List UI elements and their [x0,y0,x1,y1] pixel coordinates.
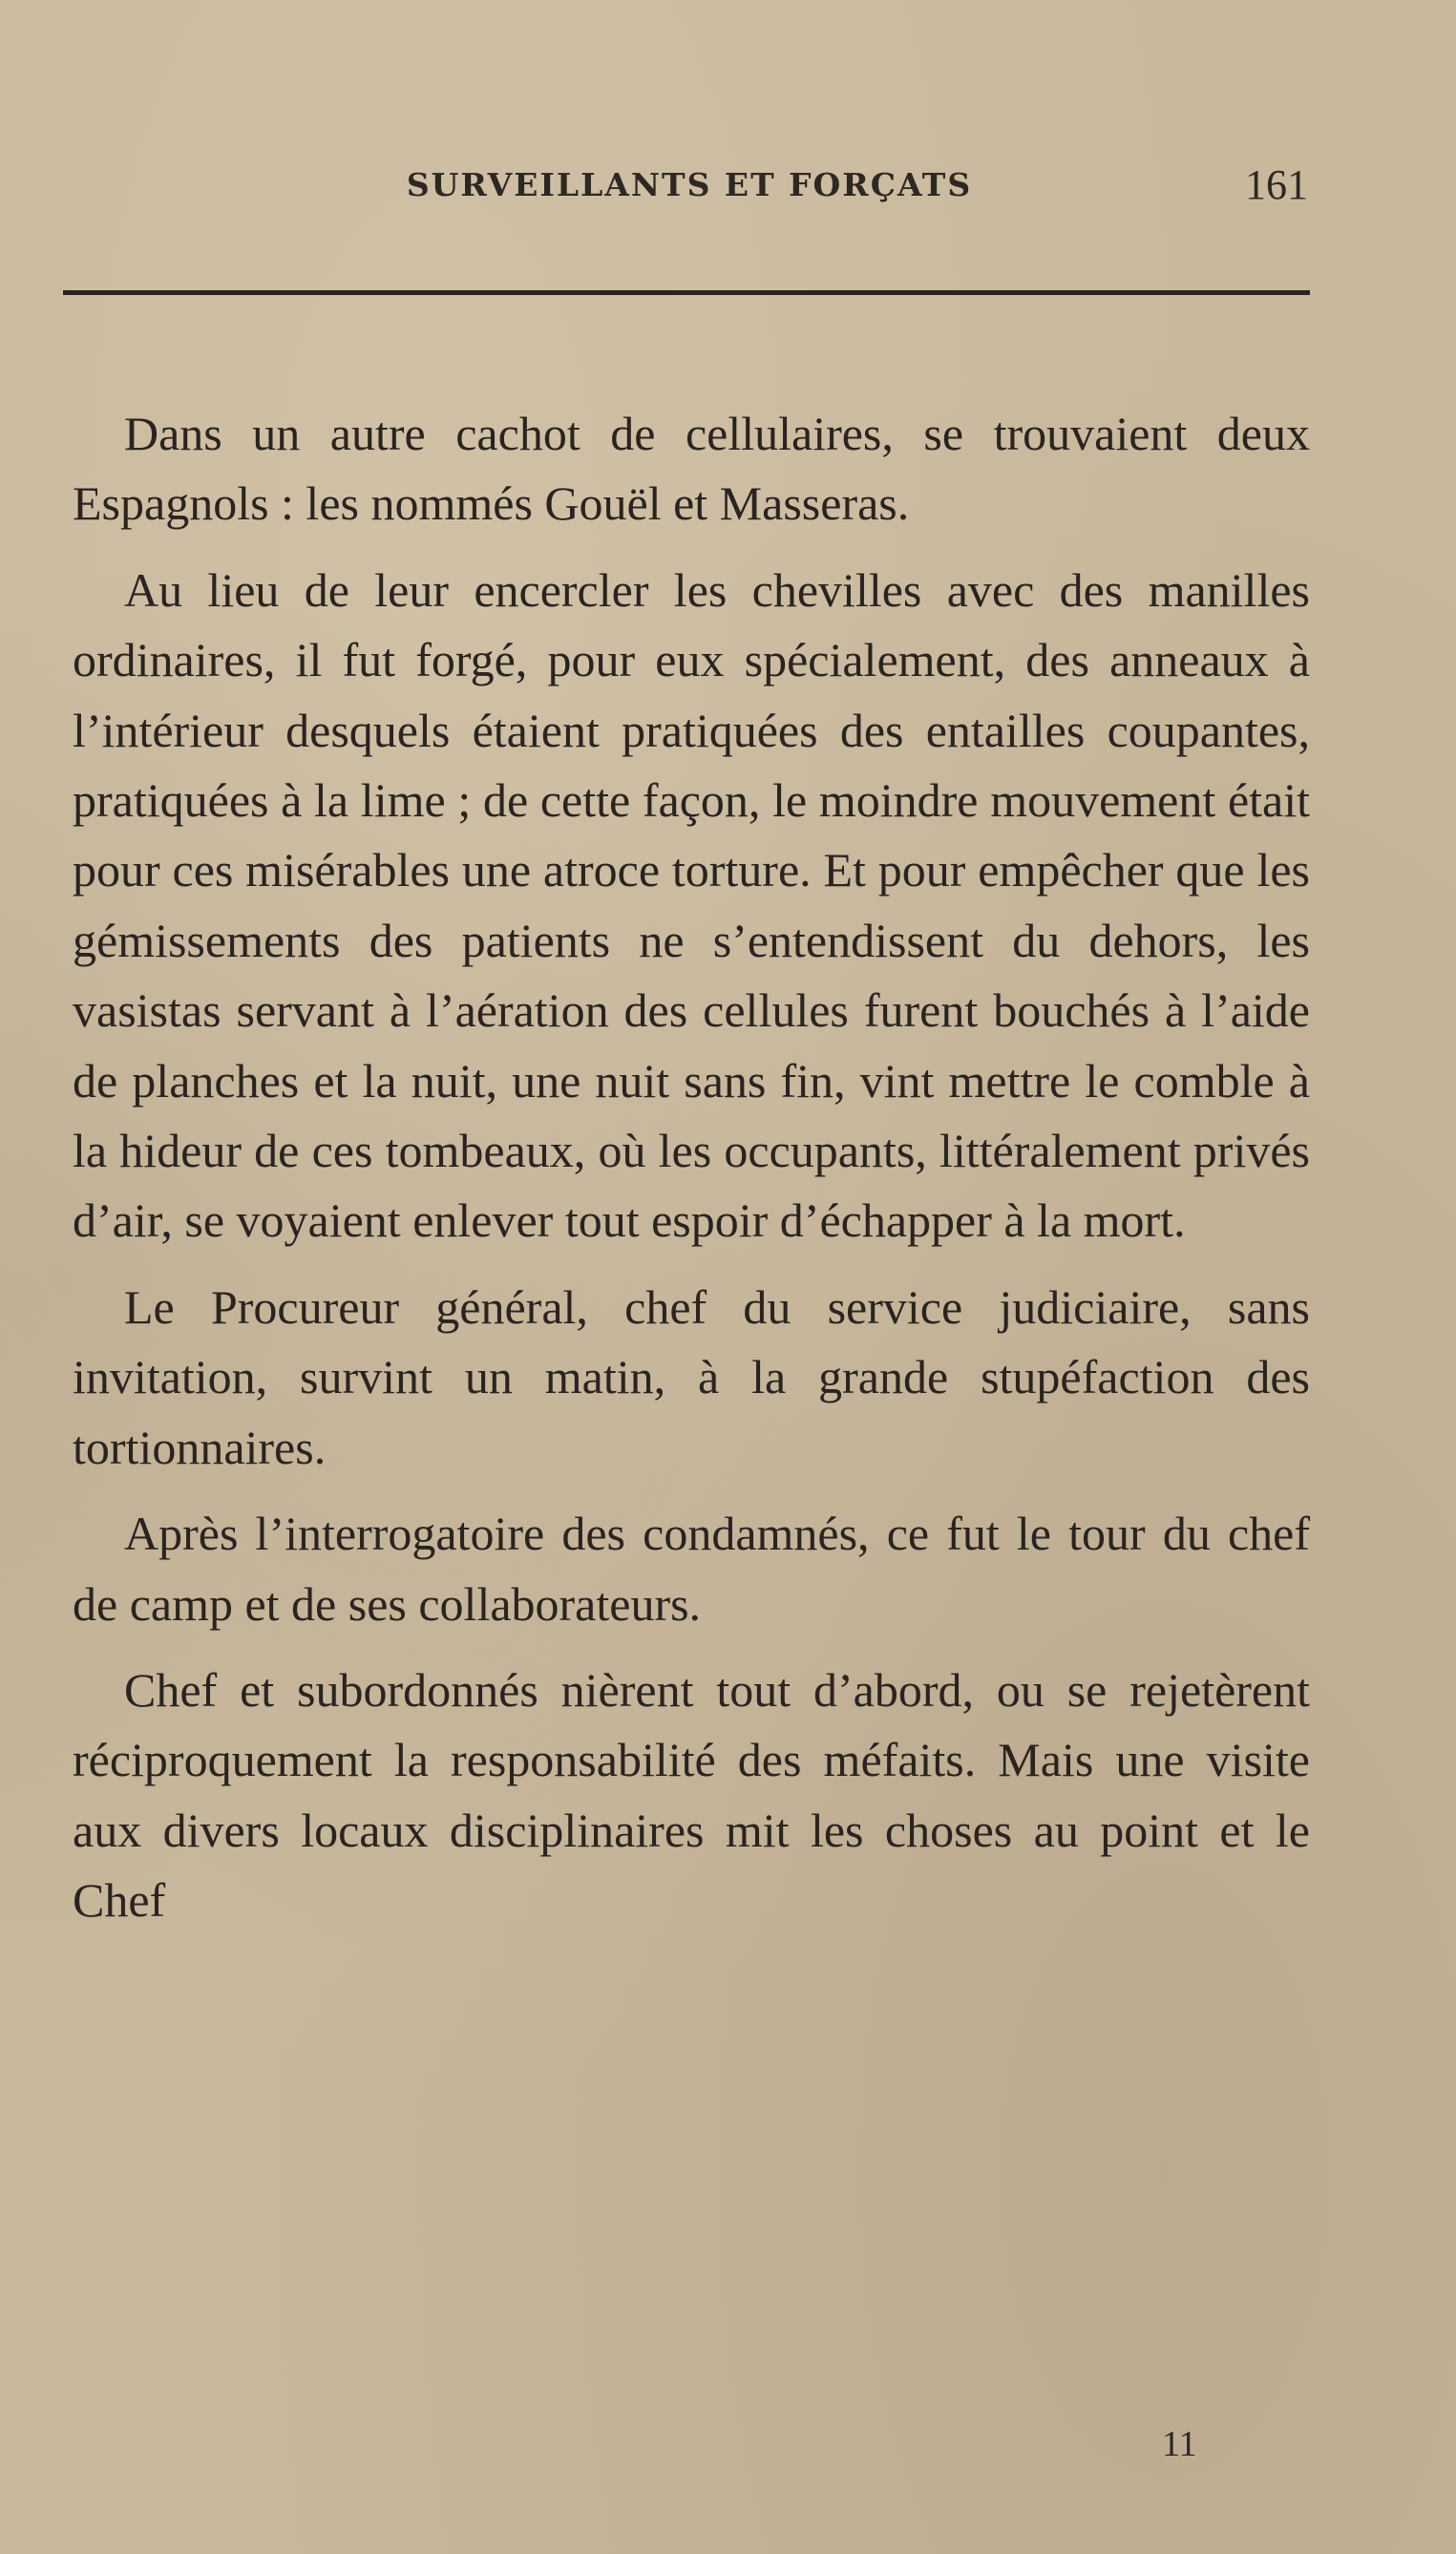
page-number: 161 [1245,161,1308,208]
paragraph: Le Procureur général, chef du service judiciaire, sans invitation, survint un matin, à la grande stupéfaction des tortionnaires. [73,1279,1310,1474]
paragraph: Au lieu de leur encercler les chevilles avec des manilles ordinaires, il fut forgé, pour eux spécialement, des anneaux à l’intérieur desquels étaient pratiquées des entailles coupantes, pratiquées à la lime ; de cette façon, le moindre mouvement était pour ces misérables une atroce torture. Et pour empêcher que les gémissements des patients ne s’entendissent du dehors, les vasistas servant à l’aération des cellules furent bouchés à l’aide de planches et la nuit, une nuit sans fin, vint mettre le comble à la hideur de ces tombeaux, où les occupants, littéralement privés d’air, se voyaient enlever tout espoir d’échapper à la mort. [73,562,1310,1248]
paragraph: Chef et subordonnés nièrent tout d’abord, ou se rejetèrent réciproquement la responsabilité des méfaits. Mais une visite aux divers locaux disciplinaires mit les choses au point et le Chef [73,1662,1310,1928]
paragraph: Dans un autre cachot de cellulaires, se trouvaient deux Espagnols : les nommés Gouël et Masseras. [73,407,1310,531]
signature-mark: 11 [1162,2424,1197,2464]
body-text [73,399,1310,1952]
header-rule [63,290,1310,295]
paragraph: Après l’interrogatoire des condamnés, ce fut le tour du chef de camp et de ses collaborateurs. [73,1507,1310,1631]
running-title: SURVEILLANTS ET FORÇATS [406,166,973,203]
running-head [71,160,1308,218]
